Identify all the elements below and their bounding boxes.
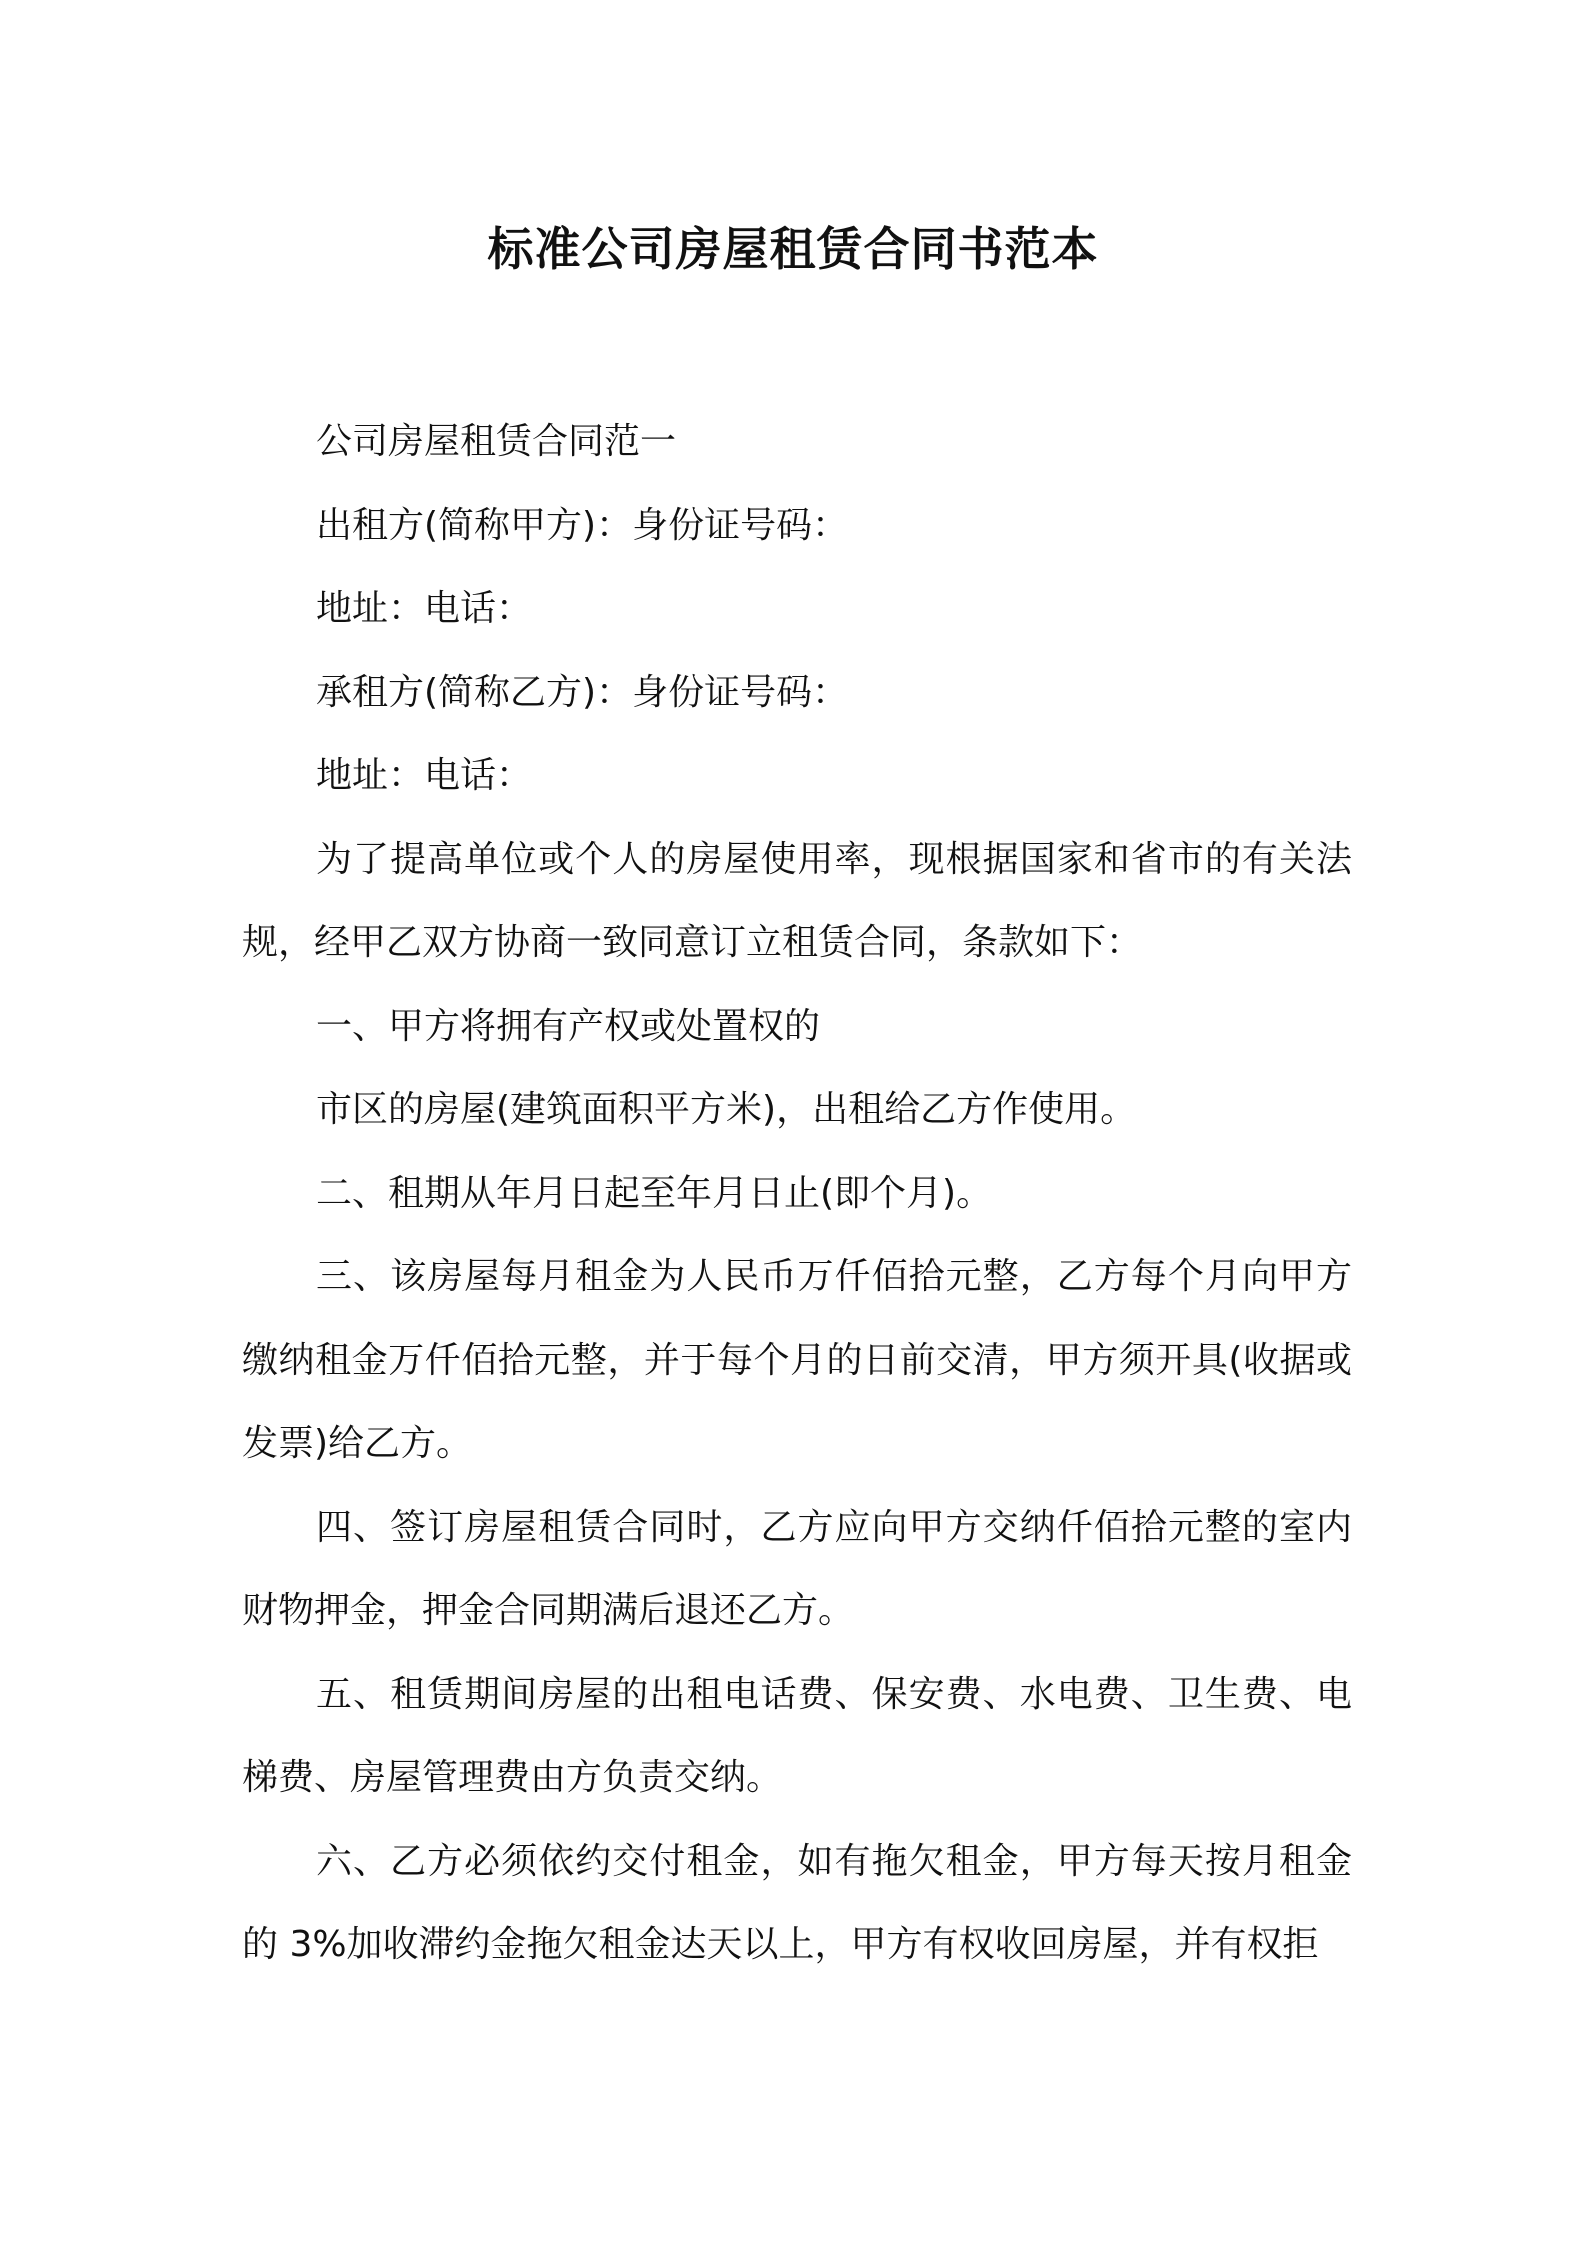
paragraph-lessor-address: 地址：电话： bbox=[316, 588, 533, 629]
paragraph-clause-1: 一、甲方将拥有产权或处置权的 bbox=[316, 1005, 821, 1047]
paragraph-clause-3: 三、该房屋每月租金为人民币万仟佰拾元整，乙方每个月向甲方缴纳租金万仟佰拾元整，并于每个月的日前交清，甲方须开具(收据或发票)给乙方。 bbox=[242, 1256, 1352, 1464]
paragraph-clause-1-cont: 市区的房屋(建筑面积平方米)，出租给乙方作使用。 bbox=[316, 1089, 1137, 1130]
document-title: 标准公司房屋租赁合同书范本 bbox=[487, 222, 1099, 276]
paragraph-contract-heading: 公司房屋租赁合同范一 bbox=[316, 421, 677, 462]
paragraph-clause-6: 六、乙方必须依约交付租金，如有拖欠租金，甲方每天按月租金的 3%加收滞约金拖欠租金达天以上，甲方有权收回房屋，并有权拒 bbox=[242, 1840, 1352, 1965]
paragraph-lessee: 承租方(简称乙方)：身份证号码： bbox=[316, 671, 849, 713]
paragraph-clause-4: 四、签订房屋租赁合同时，乙方应向甲方交纳仟佰拾元整的室内财物押金，押金合同期满后退还乙方。 bbox=[242, 1506, 1352, 1631]
paragraph-clause-5: 五、租赁期间房屋的出租电话费、保安费、水电费、卫生费、电梯费、房屋管理费由方负责交纳。 bbox=[242, 1673, 1352, 1798]
paragraph-lessee-address: 地址：电话： bbox=[316, 755, 533, 796]
paragraph-preamble: 为了提高单位或个人的房屋使用率，现根据国家和省市的有关法规，经甲乙双方协商一致同意订立租赁合同，条款如下： bbox=[242, 838, 1352, 963]
paragraph-clause-2: 二、租期从年月日起至年月日止(即个月)。 bbox=[316, 1172, 993, 1214]
paragraph-lessor: 出租方(简称甲方)：身份证号码： bbox=[316, 504, 849, 546]
document-body bbox=[242, 400, 1352, 1987]
